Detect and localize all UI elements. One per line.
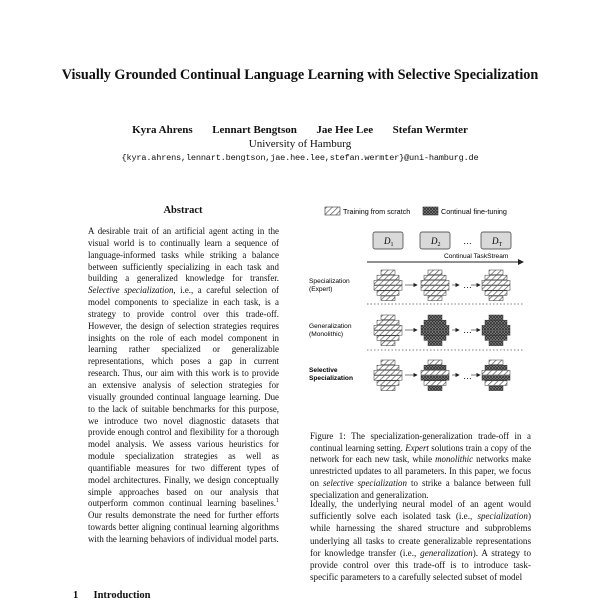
caption-text: solutions train a copy of the network for each new task, while (310, 442, 532, 465)
network-layer (428, 270, 442, 275)
network-layer (428, 315, 442, 320)
network-layer (485, 336, 507, 341)
legend-scratch-label: Training from scratch (343, 207, 411, 216)
network-layer (421, 280, 449, 285)
network-layer (489, 341, 503, 346)
network-layer (489, 315, 503, 320)
network-layer (482, 376, 510, 381)
abstract-body (88, 226, 279, 546)
network-layer (377, 291, 399, 296)
network-layer (377, 320, 399, 325)
author-name: Kyra Ahrens (132, 124, 193, 136)
row-ellipsis: … (463, 325, 472, 335)
network-layer (482, 325, 510, 330)
row-ellipsis: … (463, 371, 472, 381)
abstract-term: Selective specialization (88, 285, 174, 296)
network-layer (424, 365, 446, 370)
paper-title: Visually Grounded Continual Language Learning with Selective Specialization (61, 67, 539, 83)
network-layer (381, 296, 395, 301)
affiliation: University of Hamburg (248, 138, 352, 150)
task-label-T: $D_T$ (492, 236, 503, 248)
legend-finetune-swatch (423, 207, 438, 215)
network-layer (482, 286, 510, 291)
caption-term: selective specialization (322, 477, 407, 488)
network-layer (421, 331, 449, 336)
figure-diagram (305, 200, 535, 428)
network-layer (377, 336, 399, 341)
network-layer (421, 286, 449, 291)
network-layer (374, 325, 402, 330)
intro-term: generalization (420, 547, 473, 558)
network-layer (482, 370, 510, 375)
footnote-mark: 1 (276, 498, 279, 505)
network-layer (485, 381, 507, 386)
network-layer (374, 370, 402, 375)
legend-scratch-swatch (325, 207, 340, 215)
network-selective-1 (374, 360, 402, 391)
network-layer (374, 331, 402, 336)
network-layer (421, 376, 449, 381)
row-label-selective: Selective Specialization (309, 367, 353, 382)
task-label-2: $D_2$ (431, 236, 441, 248)
network-layer (489, 270, 503, 275)
author-emails: {kyra.ahrens,lennart.bengtson,jae.hee.lee,stefan.wermter}@uni-hamburg.de (121, 153, 479, 163)
network-layer (424, 320, 446, 325)
abstract-text: A desirable trait of an artificial agent acting in the visual world is to continually learn a sequence of language-informed tasks while striking a balance between sufficiently specializing in each task and building a generalized knowledge for transfer. (88, 226, 279, 284)
abstract-heading: Abstract (163, 205, 203, 216)
network-layer (489, 296, 503, 301)
network-monolithic-1 (374, 315, 402, 346)
row-label-generalization: Generalization (Monolithic) (309, 323, 352, 338)
network-layer (421, 370, 449, 375)
caption-text: Figure 1: The specialization-generalization trade-off in a continual learning setting. (310, 431, 531, 453)
network-layer (485, 365, 507, 370)
network-layer (485, 291, 507, 296)
intro-text: Ideally, the underlying neural model of an agent would sufficiently solve each isolated task (i.e., (310, 499, 531, 522)
row-label-specialization: Specialization (Expert) (309, 278, 350, 293)
network-expert-1 (374, 270, 402, 301)
network-layer (374, 280, 402, 285)
caption-text: to strike a balance between full specialization and generalization. (310, 477, 531, 500)
network-layer (377, 365, 399, 370)
network-layer (381, 360, 395, 365)
author-name: Stefan Wermter (392, 124, 468, 136)
network-layer (428, 386, 442, 391)
network-layer (482, 280, 510, 285)
network-layer (424, 275, 446, 280)
network-layer (489, 360, 503, 365)
network-layer (482, 331, 510, 336)
intro-text: ) while harnessing the shared structure and subproblems underlying all tasks to create generalizable representations for knowledge transfer (i.e., (310, 511, 531, 558)
network-layer (424, 336, 446, 341)
network-layer (381, 270, 395, 275)
network-layer (374, 286, 402, 291)
row-ellipsis: … (463, 280, 472, 290)
network-expert-2 (421, 270, 449, 301)
author-list (60, 124, 540, 136)
figure-caption (310, 431, 531, 501)
network-layer (424, 291, 446, 296)
abstract-text: Our results demonstrate the need for further efforts towards better aligning continual learning algorithms with the learning behaviors of individual model parts. (88, 510, 279, 544)
figure-1 (305, 200, 535, 428)
legend-finetune-label: Continual fine-tuning (441, 207, 507, 216)
network-layer (485, 275, 507, 280)
section-title: Introduction (93, 590, 151, 601)
author-name: Lennart Bengtson (212, 124, 297, 136)
abstract-text: , i.e., a careful selection of model components to specialize in each task, is a strategy to provide control over this trade-off. However, the design of selection strategies requires insights on the role of each model component in learning rather specialized or generalizable representations, which poses a gap in current research. Thus, our aim with this work is to provide an extensive analysis of selection strategies for visually grounded continual language learning. Due to the lack of suitable benchmarks for this purpose, we introduce two novel diagnostic datasets that provide enough control and flexibility for a thorough model analysis. We assess various heuristics for module specialization strategies as well as quantifiable measures for two different types of model architectures. Finally, we design conceptually simple approaches based on our analysis that outperform common continual learning baselines. (88, 285, 279, 509)
intro-term: specialization (477, 511, 528, 522)
section-heading (73, 590, 151, 601)
intro-text: ). A strategy to provide control over this trade-off is to introduce task-specific parameters to a carefully selected subset of model (310, 547, 532, 583)
intro-paragraph (310, 498, 531, 583)
network-layer (381, 386, 395, 391)
network-monolithic-2 (421, 315, 449, 346)
task-label-1: $D_1$ (384, 236, 394, 248)
network-layer (381, 315, 395, 320)
network-selective-T (482, 360, 510, 391)
network-layer (421, 325, 449, 330)
network-layer (377, 381, 399, 386)
author-name: Jae Hee Lee (316, 124, 374, 136)
network-layer (428, 360, 442, 365)
network-layer (485, 320, 507, 325)
network-selective-2 (421, 360, 449, 391)
network-layer (489, 386, 503, 391)
network-monolithic-T (482, 315, 510, 346)
caption-text: networks make unrestricted updates to all parameters. In this paper, we focus on (310, 454, 531, 488)
caption-term: monolithic (435, 454, 474, 465)
stream-label: Continual TaskStream (444, 253, 509, 260)
network-expert-T (482, 270, 510, 301)
network-layer (424, 381, 446, 386)
network-layer (374, 376, 402, 381)
network-layer (381, 341, 395, 346)
network-layer (428, 296, 442, 301)
network-layer (377, 275, 399, 280)
task-ellipsis: … (463, 236, 472, 246)
section-number: 1 (73, 590, 79, 601)
network-layer (428, 341, 442, 346)
caption-term: Expert (405, 442, 429, 453)
